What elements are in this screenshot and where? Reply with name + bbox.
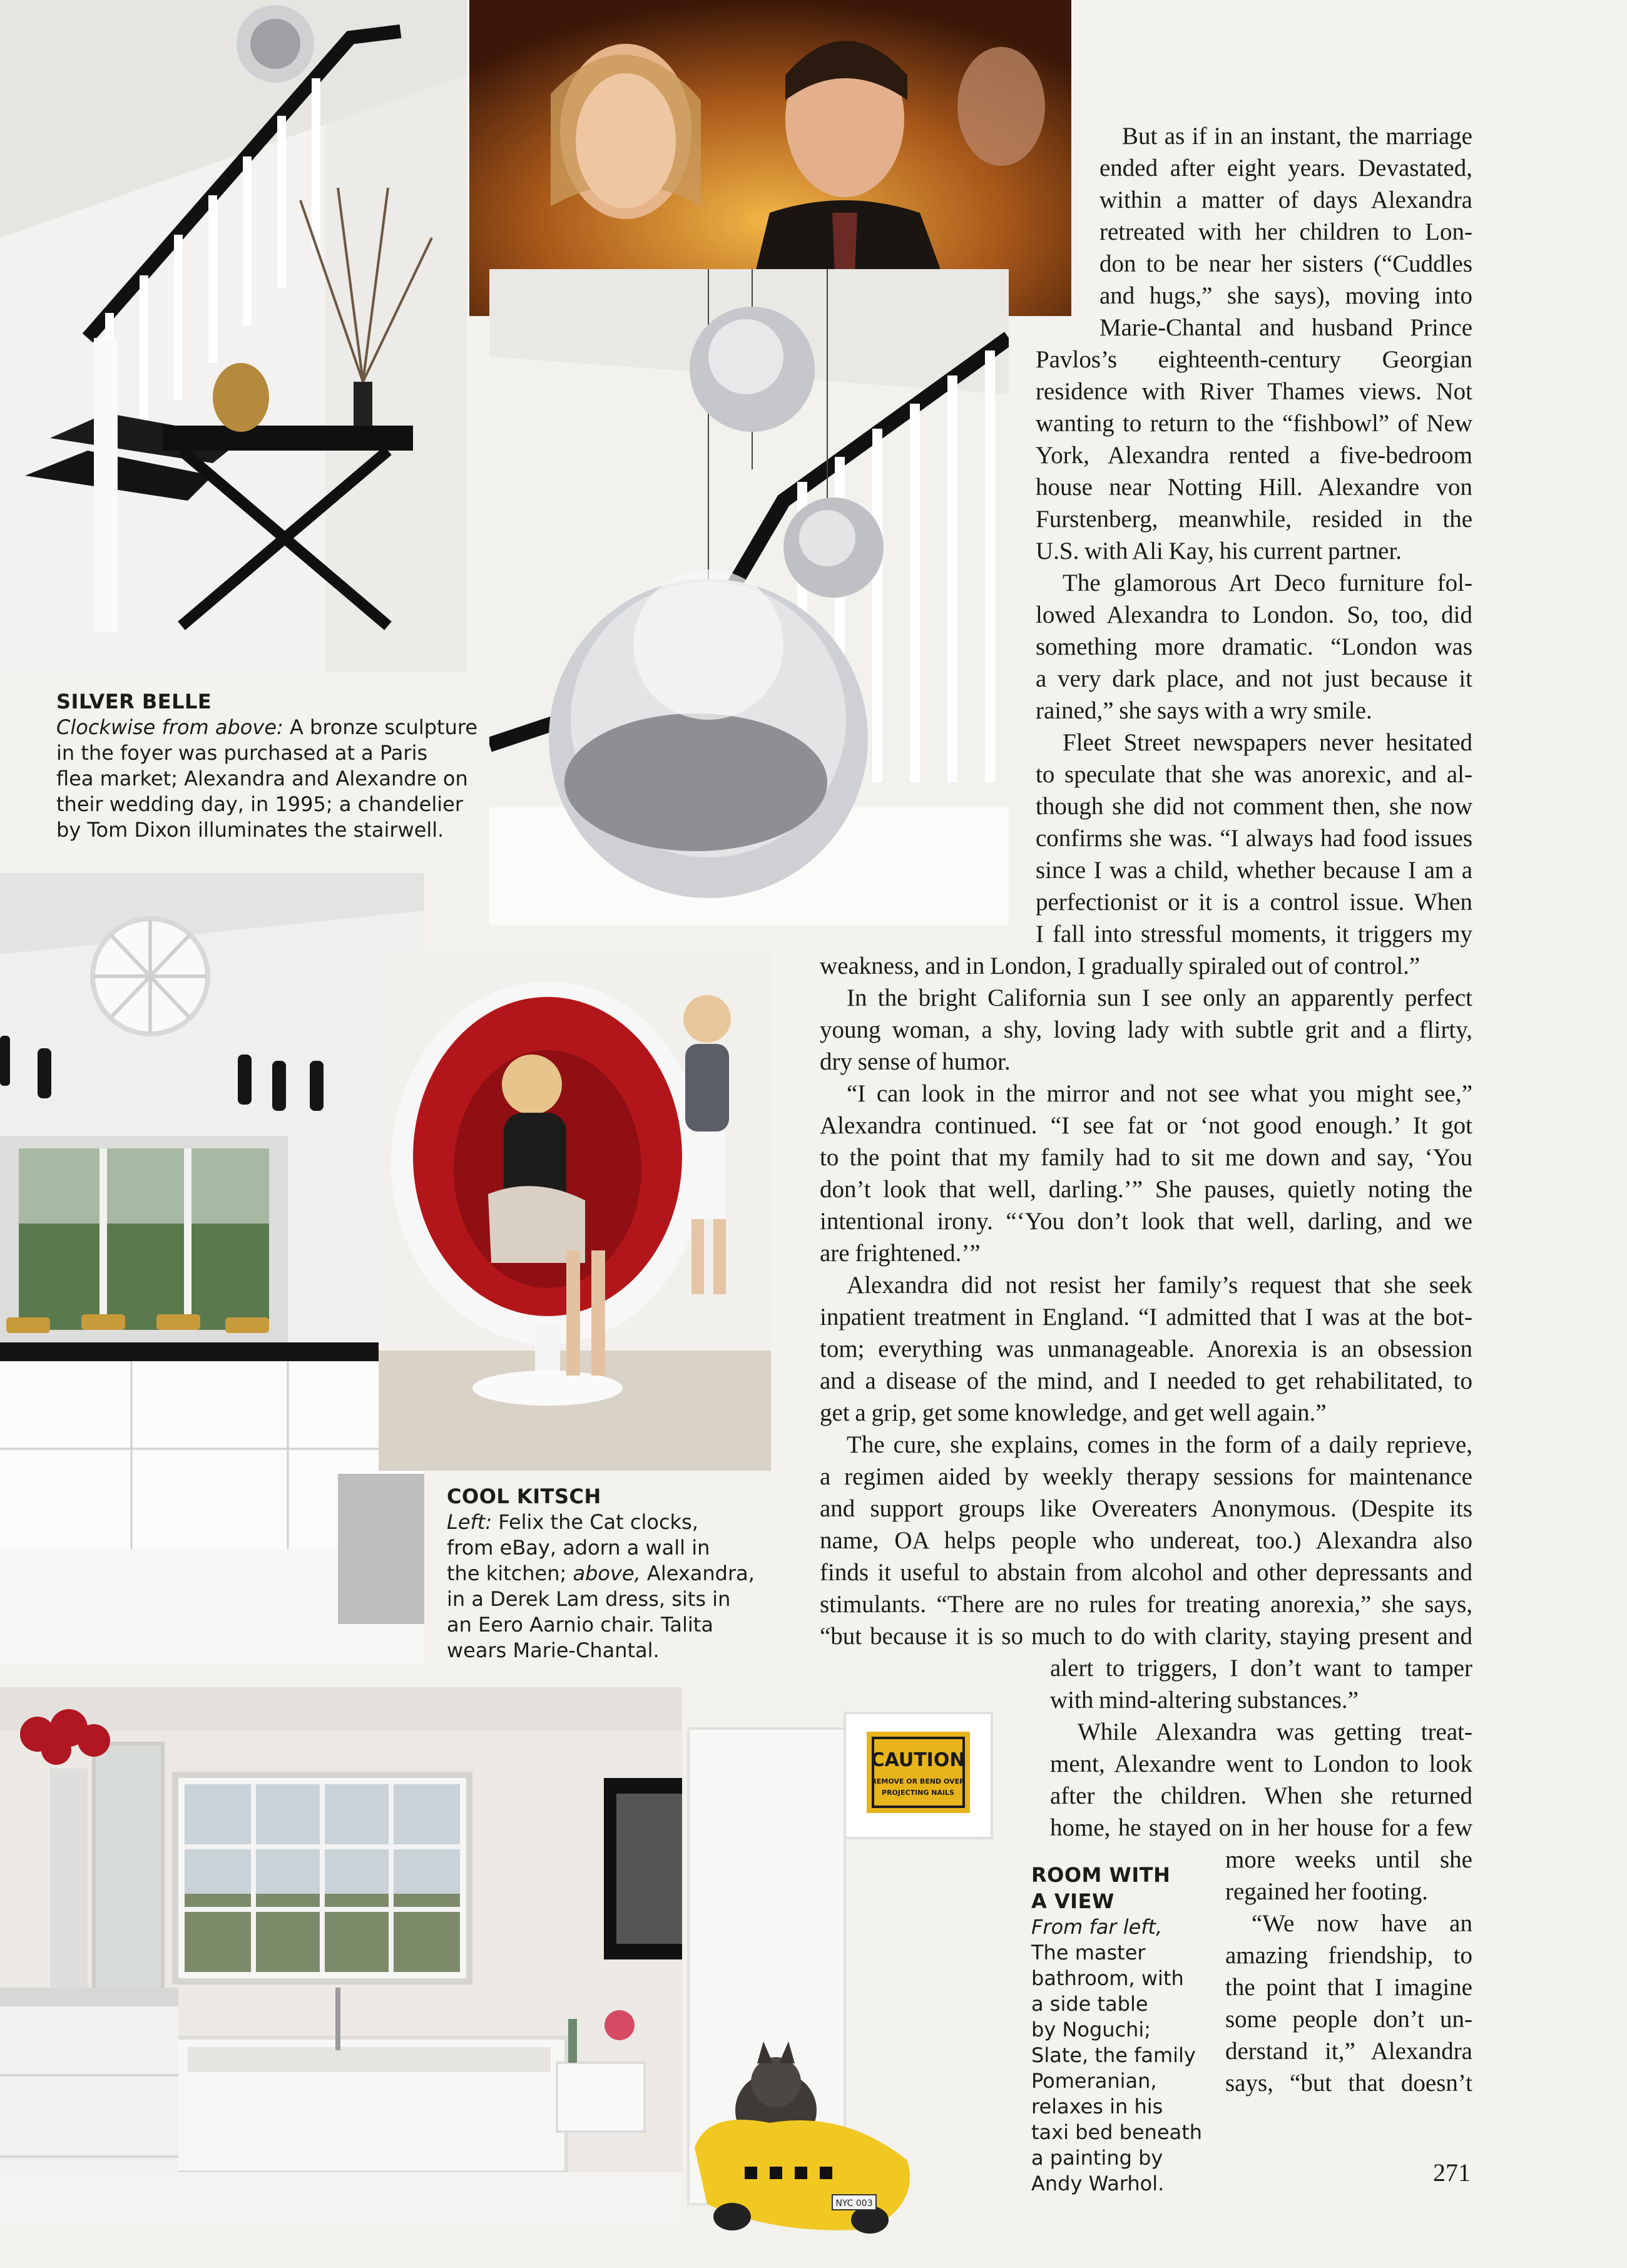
caption-body: Left: Felix the Cat clocks, from eBay, adorn a wall in the kitchen; above, Alexandra, in a Derek Lam dress, sits in an Eero Aarnio chair. Talita wears Marie-Chantal. xyxy=(447,1510,755,1662)
article-line: get a grip, get some knowledge, and get well again.” xyxy=(820,1399,1327,1426)
article-line: the point that I imagine xyxy=(1225,1974,1472,2001)
taxi-plate: NYC 003 xyxy=(835,2199,873,2209)
article-line: U.S. with Ali Kay, his current partner. xyxy=(1036,538,1402,564)
article-line: to the point that my family had to sit me down and say, ‘You xyxy=(820,1144,1472,1171)
caption-cool-kitsch xyxy=(447,1483,772,1663)
caption-title-line-1: ROOM WITH xyxy=(1031,1863,1171,1887)
kitchen-felix-clocks-photo xyxy=(0,873,424,1663)
article-line: house near Notting Hill. Alexandre von xyxy=(1036,474,1472,501)
article-line: The glamorous Art Deco furniture fol- xyxy=(1063,570,1472,596)
article-line: name, OA helps people who undereat, too.) Alexandra also xyxy=(820,1527,1472,1554)
article-line: residence with River Thames views. Not xyxy=(1036,378,1472,405)
article-line: to speculate that she was anorexic, and al- xyxy=(1036,761,1472,788)
foyer-stair-photo xyxy=(0,0,467,673)
article-line: But as if in an instant, the marriage xyxy=(1122,123,1472,150)
page-number: 271 xyxy=(1433,2158,1471,2187)
article-line: young woman, a shy, loving lady with subtle grit and a flirty, xyxy=(820,1016,1472,1043)
article-line: ended after eight years. Devastated, xyxy=(1099,155,1472,181)
caption-title: COOL KITSCH xyxy=(447,1484,601,1508)
caution-sign-text-2: PROJECTING NAILS xyxy=(882,1789,954,1797)
article-line: a very dark place, and not just because it xyxy=(1036,665,1472,692)
article-line: derstand it,” Alexandra xyxy=(1225,2038,1472,2065)
article-line: intentional irony. “‘You don’t look that well, darling, and we xyxy=(820,1208,1472,1235)
pomeranian-taxi-bed-photo xyxy=(682,1672,1020,2268)
article-line: since I was a child, whether because I am a xyxy=(1036,857,1472,884)
article-line: with mind-altering substances.” xyxy=(1050,1687,1359,1714)
article-line: Furstenberg, meanwhile, resided in the xyxy=(1036,506,1472,533)
article-line: “We now have an xyxy=(1252,1910,1472,1937)
article-line: don to be near her sisters (“Cuddles xyxy=(1099,250,1472,277)
article-line: “but because it is so much to do with clarity, staying present and xyxy=(820,1623,1472,1650)
caption-silver-belle xyxy=(56,688,482,843)
caption-body: Clockwise from above: A bronze sculpture in the foyer was purchased at a Paris flea market; Alexandra and Alexandre on their wedding day, in 1995; a chandelier by Tom Dixon illuminates the stairwell. xyxy=(56,715,478,842)
caption-room-with-view xyxy=(1031,1862,1219,2197)
article-line: and a disease of the mind, and I needed to get rehabilitated, to xyxy=(820,1367,1472,1394)
article-line: York, Alexandra rented a five-bedroom xyxy=(1036,442,1472,469)
article-line: and support groups like Overeaters Anonymous. (Despite its xyxy=(820,1495,1472,1522)
caption-lead: From far left, xyxy=(1031,1915,1163,1939)
article-line: though she did not comment then, she now xyxy=(1036,793,1472,820)
article-line: In the bright California sun I see only an apparently perfect xyxy=(847,984,1472,1011)
caution-sign-text-1: REMOVE OR BEND OVER xyxy=(871,1777,965,1785)
caption-body: From far left, The master bathroom, with a side table by Noguchi; Slate, the family Pomeranian, relaxes in his taxi bed beneath a painting by Andy Warhol. xyxy=(1031,1915,1203,2195)
article-line: ment, Alexandre went to London to look xyxy=(1050,1750,1472,1777)
article-line: something more dramatic. “London was xyxy=(1036,633,1472,660)
caption-title-line-2: A VIEW xyxy=(1031,1889,1114,1913)
article-line: alert to triggers, I don’t want to tamper xyxy=(1050,1655,1472,1682)
article-line: stimulants. “There are no rules for treating anorexia,” she says, xyxy=(820,1591,1472,1618)
article-line: rained,” she says with a wry smile. xyxy=(1036,697,1372,724)
article-line: While Alexandra was getting treat- xyxy=(1078,1719,1472,1745)
article-line: Marie-Chantal and husband Prince xyxy=(1099,314,1472,341)
article-line: I fall into stressful moments, it triggers my xyxy=(1036,921,1472,948)
article-line: some people don’t un- xyxy=(1225,2006,1472,2033)
caption-lead: Left: xyxy=(447,1510,492,1534)
article-line: more weeks until she xyxy=(1225,1846,1472,1873)
article-line: wanting to return to the “fishbowl” of New xyxy=(1036,410,1472,437)
article-line: amazing friendship, to xyxy=(1225,1942,1472,1969)
article-line: don’t look that well, darling.’” She pauses, quietly noting the xyxy=(820,1176,1472,1203)
article-line: dry sense of humor. xyxy=(820,1048,1011,1075)
article-line: regained her footing. xyxy=(1225,1878,1428,1905)
article-line: lowed Alexandra to London. So, too, did xyxy=(1036,601,1472,628)
article-line: retreated with her children to Lon- xyxy=(1099,218,1472,245)
ball-chair-photo xyxy=(379,950,771,1471)
article-line: The cure, she explains, comes in the form of a daily reprieve, xyxy=(847,1431,1472,1458)
article-line: within a matter of days Alexandra xyxy=(1099,186,1472,213)
chandelier-stairwell-photo xyxy=(489,269,1009,925)
article-line: inpatient treatment in England. “I admitted that I was at the bot- xyxy=(820,1304,1472,1331)
article-line: Alexandra continued. “I see fat or ‘not good enough.’ It got xyxy=(820,1112,1472,1139)
article-line: finds it useful to abstain from alcohol and other depressants and xyxy=(820,1559,1472,1586)
article-line: after the children. When she returned xyxy=(1050,1782,1472,1809)
article-line: Fleet Street newspapers never hesitated xyxy=(1063,729,1472,756)
article-line: tom; everything was unmanageable. Anorexia is an obsession xyxy=(820,1336,1472,1362)
caption-lead: Clockwise from above: xyxy=(56,715,283,739)
caution-sign-title: CAUTION xyxy=(870,1749,966,1771)
article-line: says, “but that doesn’t xyxy=(1225,2070,1472,2097)
article-line: weakness, and in London, I gradually spiraled out of control.” xyxy=(820,953,1420,979)
article-line: are frightened.’” xyxy=(820,1240,981,1267)
master-bathroom-photo xyxy=(0,1687,682,2229)
article-line: “I can look in the mirror and not see what you might see,” xyxy=(847,1080,1472,1107)
article-line: and hugs,” she says), moving into xyxy=(1099,282,1472,309)
article-line: a regimen aided by weekly therapy sessions for maintenance xyxy=(820,1463,1472,1490)
article-line: Pavlos’s eighteenth-century Georgian xyxy=(1036,346,1472,373)
article-line: Alexandra did not resist her family’s request that she seek xyxy=(847,1272,1472,1299)
article-line: perfectionist or it is a control issue. When xyxy=(1036,889,1472,916)
article-line: confirms she was. “I always had food issues xyxy=(1036,825,1472,852)
caption-title: SILVER BELLE xyxy=(56,690,212,713)
article-line: home, he stayed on in her house for a few xyxy=(1050,1814,1472,1841)
